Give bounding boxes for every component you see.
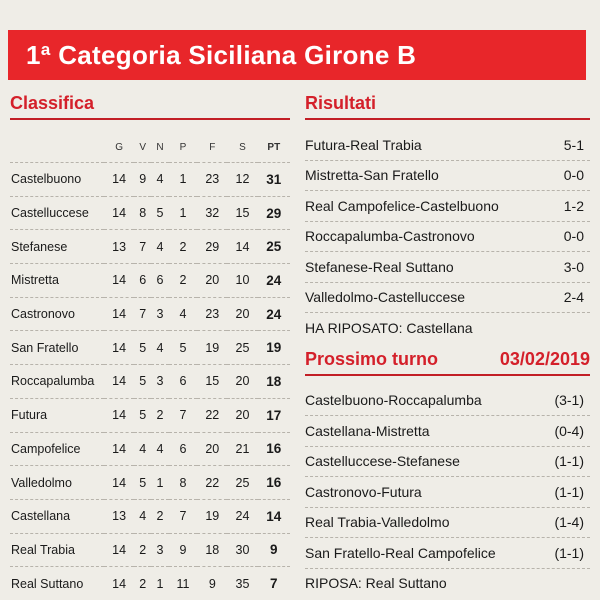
stat-cell: 14	[104, 432, 134, 466]
match-score: 0-0	[563, 228, 584, 245]
stat-cell: 22	[197, 466, 227, 500]
team-name: Castelluccese	[10, 196, 104, 230]
stat-cell: 24	[227, 499, 257, 533]
points-cell: 24	[258, 297, 290, 331]
stat-cell: 2	[169, 230, 197, 264]
match-score: (1-1)	[554, 453, 584, 470]
match-score: 0-0	[563, 167, 584, 184]
stat-cell: 4	[151, 230, 169, 264]
standings-row	[10, 466, 290, 500]
stat-cell: 20	[227, 365, 257, 399]
stat-cell: 29	[197, 230, 227, 264]
match-row	[305, 283, 590, 314]
match-score: 1-2	[563, 197, 584, 214]
match-row	[305, 508, 590, 539]
stat-cell: 20	[197, 432, 227, 466]
stat-cell: 5	[134, 466, 151, 500]
stat-cell: 25	[227, 331, 257, 365]
stat-cell: 1	[169, 196, 197, 230]
match-score: 5-1	[563, 136, 584, 153]
points-cell: 7	[258, 567, 290, 600]
match-teams: Castelbuono-Roccapalumba	[305, 392, 482, 409]
team-name: Real Trabia	[10, 533, 104, 567]
stat-cell: 1	[169, 163, 197, 197]
stat-cell: 2	[151, 398, 169, 432]
stat-cell: 25	[227, 466, 257, 500]
stat-cell: 6	[134, 264, 151, 298]
stat-cell: 1	[151, 466, 169, 500]
match-row	[305, 416, 590, 447]
stat-cell: 13	[104, 230, 134, 264]
risultati-section	[305, 93, 590, 598]
stat-cell: 3	[151, 297, 169, 331]
stat-cell: 14	[104, 163, 134, 197]
col-header: P	[179, 141, 187, 153]
points-cell: 31	[258, 163, 290, 197]
stat-cell: 19	[197, 331, 227, 365]
team-name: Castellana	[10, 499, 104, 533]
match-teams: Mistretta-San Fratello	[305, 167, 439, 184]
results-list	[305, 130, 590, 343]
points-cell: 18	[258, 365, 290, 399]
stat-cell: 6	[169, 432, 197, 466]
stat-cell: 7	[134, 297, 151, 331]
stat-cell: 23	[197, 297, 227, 331]
stat-cell: 14	[104, 398, 134, 432]
match-row	[305, 191, 590, 222]
stat-cell: 15	[227, 196, 257, 230]
points-cell: 14	[258, 499, 290, 533]
stat-cell: 9	[169, 533, 197, 567]
match-row	[305, 447, 590, 478]
stat-cell: 8	[134, 196, 151, 230]
match-teams: RIPOSA: Real Suttano	[305, 575, 447, 592]
match-row	[305, 222, 590, 253]
team-header	[10, 132, 104, 163]
match-row	[305, 569, 590, 599]
standings-row	[10, 533, 290, 567]
stat-cell: 7	[169, 499, 197, 533]
standings-row	[10, 331, 290, 365]
stat-cell: 6	[151, 264, 169, 298]
standings-table	[10, 132, 290, 600]
match-row	[305, 477, 590, 508]
stat-cell: 2	[134, 567, 151, 600]
match-row	[305, 252, 590, 283]
stat-cell: 21	[227, 432, 257, 466]
standings-row	[10, 567, 290, 600]
points-cell: 25	[258, 230, 290, 264]
match-teams: Real Trabia-Valledolmo	[305, 514, 450, 531]
next-fixtures-list	[305, 386, 590, 599]
match-teams: HA RIPOSATO: Castellana	[305, 319, 473, 336]
stat-cell: 14	[104, 264, 134, 298]
points-cell: 19	[258, 331, 290, 365]
match-score: (1-4)	[554, 514, 584, 531]
stat-cell: 1	[151, 567, 169, 600]
stat-cell: 14	[104, 567, 134, 600]
stat-cell: 14	[227, 230, 257, 264]
match-teams: Roccapalumba-Castronovo	[305, 228, 475, 245]
stat-cell: 5	[134, 331, 151, 365]
standings-row	[10, 163, 290, 197]
col-header: N	[156, 141, 164, 153]
match-row	[305, 313, 590, 343]
stat-cell: 3	[151, 533, 169, 567]
team-name: Campofelice	[10, 432, 104, 466]
stat-cell: 10	[227, 264, 257, 298]
points-cell: 16	[258, 432, 290, 466]
classifica-section	[10, 93, 290, 600]
standings-header-row	[10, 132, 290, 163]
match-teams: San Fratello-Real Campofelice	[305, 544, 496, 561]
standings-row	[10, 398, 290, 432]
stat-cell: 12	[227, 163, 257, 197]
stat-cell: 23	[197, 163, 227, 197]
stat-cell: 9	[197, 567, 227, 600]
prossimo-title-text: Prossimo turno	[305, 348, 439, 369]
risultati-title	[305, 93, 590, 120]
stat-cell: 7	[169, 398, 197, 432]
prossimo-turno-section	[305, 349, 590, 599]
stat-cell: 2	[169, 264, 197, 298]
match-row	[305, 538, 590, 569]
stat-cell: 20	[227, 297, 257, 331]
stat-cell: 5	[134, 365, 151, 399]
match-row	[305, 161, 590, 192]
col-header: S	[239, 141, 246, 153]
team-name: Roccapalumba	[10, 365, 104, 399]
risultati-title-text: Risultati	[305, 93, 377, 113]
stat-cell: 30	[227, 533, 257, 567]
stat-cell: 8	[169, 466, 197, 500]
stat-cell: 14	[104, 466, 134, 500]
team-name: Valledolmo	[10, 466, 104, 500]
match-teams: Castellana-Mistretta	[305, 422, 430, 439]
col-header: PT	[267, 141, 281, 153]
match-score: (0-4)	[554, 422, 584, 439]
match-row	[305, 386, 590, 417]
page-title: 1ª Categoria Siciliana Girone B	[26, 39, 417, 70]
stat-cell: 5	[169, 331, 197, 365]
stat-cell: 6	[169, 365, 197, 399]
stat-cell: 20	[227, 398, 257, 432]
match-score: (3-1)	[554, 392, 584, 409]
col-header: G	[115, 141, 123, 153]
col-header: F	[209, 141, 216, 153]
team-name: Futura	[10, 398, 104, 432]
team-name: San Fratello	[10, 331, 104, 365]
stat-cell: 4	[151, 331, 169, 365]
stat-cell: 32	[197, 196, 227, 230]
stat-cell: 4	[151, 432, 169, 466]
points-cell: 17	[258, 398, 290, 432]
stat-cell: 22	[197, 398, 227, 432]
team-name: Castronovo	[10, 297, 104, 331]
match-row	[305, 130, 590, 161]
team-name: Real Suttano	[10, 567, 104, 600]
standings-row	[10, 230, 290, 264]
match-score: (1-1)	[554, 544, 584, 561]
stat-cell: 4	[134, 499, 151, 533]
points-cell: 16	[258, 466, 290, 500]
stat-cell: 4	[134, 432, 151, 466]
match-teams: Futura-Real Trabia	[305, 136, 422, 153]
match-teams: Castelluccese-Stefanese	[305, 453, 460, 470]
points-cell: 29	[258, 196, 290, 230]
team-name: Castelbuono	[10, 163, 104, 197]
prossimo-date: 03/02/2019	[499, 348, 590, 369]
stat-cell: 14	[104, 297, 134, 331]
points-cell: 9	[258, 533, 290, 567]
match-teams: Real Campofelice-Castelbuono	[305, 197, 499, 214]
stat-cell: 15	[197, 365, 227, 399]
standings-row	[10, 297, 290, 331]
stat-cell: 3	[151, 365, 169, 399]
points-cell: 24	[258, 264, 290, 298]
col-header: V	[139, 141, 147, 153]
stat-cell: 14	[104, 331, 134, 365]
match-score: 2-4	[563, 289, 584, 306]
standings-row	[10, 499, 290, 533]
classifica-title	[10, 93, 290, 120]
standings-row	[10, 196, 290, 230]
classifica-title-text: Classifica	[10, 93, 95, 113]
standings-row	[10, 432, 290, 466]
stat-cell: 18	[197, 533, 227, 567]
team-name: Stefanese	[10, 230, 104, 264]
match-teams: Castronovo-Futura	[305, 483, 422, 500]
stat-cell: 14	[104, 196, 134, 230]
stat-cell: 35	[227, 567, 257, 600]
stat-cell: 14	[104, 365, 134, 399]
stat-cell: 5	[134, 398, 151, 432]
match-teams: Stefanese-Real Suttano	[305, 258, 454, 275]
stat-cell: 5	[151, 196, 169, 230]
page-banner	[8, 30, 586, 80]
stat-cell: 4	[169, 297, 197, 331]
team-name: Mistretta	[10, 264, 104, 298]
stat-cell: 2	[151, 499, 169, 533]
match-score: (1-1)	[554, 483, 584, 500]
standings-row	[10, 365, 290, 399]
stat-cell: 13	[104, 499, 134, 533]
stat-cell: 2	[134, 533, 151, 567]
match-score: 3-0	[563, 258, 584, 275]
stat-cell: 4	[151, 163, 169, 197]
prossimo-title	[305, 349, 590, 376]
stat-cell: 20	[197, 264, 227, 298]
stat-cell: 7	[134, 230, 151, 264]
stat-cell: 14	[104, 533, 134, 567]
stat-cell: 19	[197, 499, 227, 533]
standings-row	[10, 264, 290, 298]
stat-cell: 11	[169, 567, 197, 600]
match-teams: Valledolmo-Castelluccese	[305, 289, 466, 306]
stat-cell: 9	[134, 163, 151, 197]
